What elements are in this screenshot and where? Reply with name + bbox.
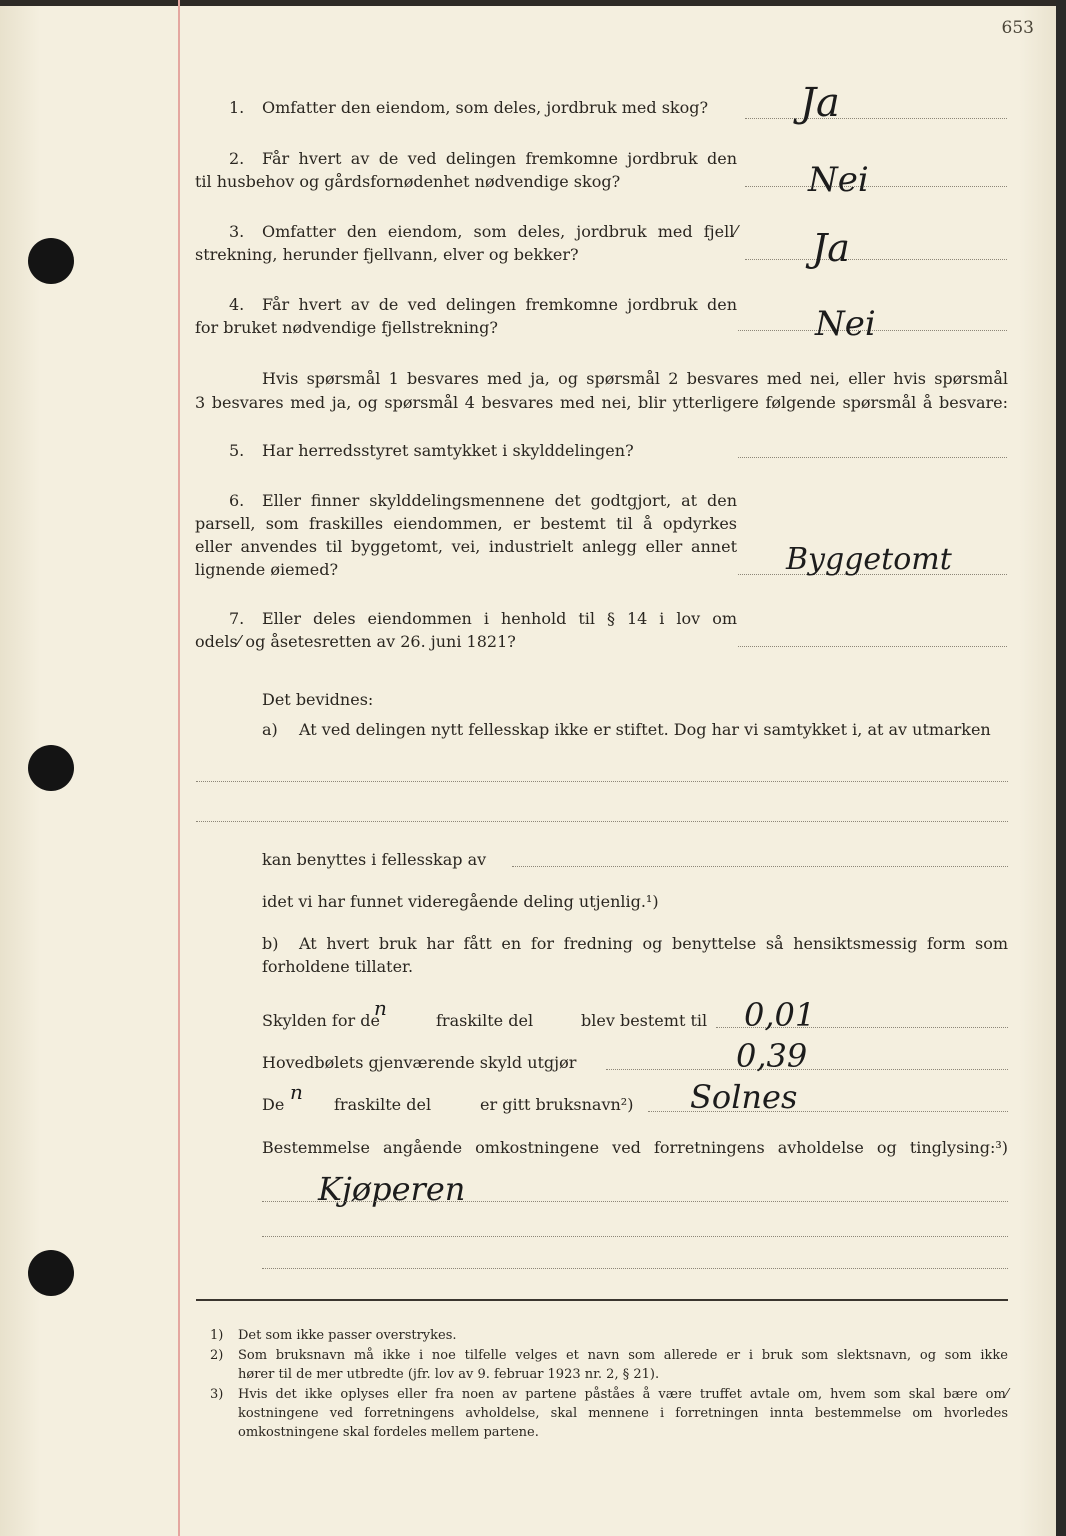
bevidnes-b-line2: forholdene tillater. (262, 957, 414, 976)
skyld-label-fill: n (374, 996, 387, 1020)
answer-line (738, 457, 1007, 458)
question-3-num: 3. (229, 222, 245, 241)
question-2-line1: Får hvert av de ved delingen fremkomne jordbruk den (262, 149, 737, 168)
skyld-label-tail: blev bestemt til (581, 1011, 708, 1030)
punch-hole (28, 238, 74, 284)
question-7-line1: Eller deles eiendommen i henhold til § 14 i lov om (262, 609, 737, 628)
bruksnavn-label-tail: er gitt bruksnavn²) (480, 1095, 634, 1114)
punch-hole (28, 745, 74, 791)
punch-hole (28, 1250, 74, 1296)
bevidnes-heading: Det bevidnes: (262, 690, 374, 709)
fill-line (262, 1236, 1008, 1237)
footnote-2-line2: hører til de mer utbredte (jfr. lov av 9. februar 1923 nr. 2, § 21). (238, 1367, 660, 1382)
question-6-line2: parsell, som fraskilles eiendommen, er bestemt til å opdyrkes (195, 514, 737, 533)
margin-line (178, 0, 180, 1536)
question-4-line2: for bruket nødvendige fjellstrekning? (195, 318, 498, 337)
scan-right-edge (1056, 0, 1066, 1536)
skyld-label-pre: Skylden for de (262, 1011, 380, 1030)
bruksnavn-value: Solnes (690, 1078, 798, 1116)
footnote-3-num: 3) (210, 1387, 224, 1402)
hovedbol-label: Hovedbølets gjenværende skyld utgjør (262, 1053, 577, 1072)
bevidnes-a-text: At ved delingen nytt fellesskap ikke er stiftet. Dog har vi samtykket i, at av utmarken (299, 720, 991, 739)
question-2-answer: Nei (808, 160, 869, 200)
page-number: 653 (1001, 18, 1034, 38)
condition-line2: 3 besvares med ja, og spørsmål 4 besvares med nei, blir ytterligere følgende spørsmål å besvare: (195, 393, 1008, 412)
fill-line (262, 1268, 1008, 1269)
bruksnavn-label-fill: n (290, 1080, 303, 1104)
bruksnavn-label-post: fraskilte del (334, 1095, 432, 1114)
question-2-line2: til husbehov og gårdsfornødenhet nødvendige skog? (195, 172, 621, 191)
question-5-text: Har herredsstyret samtykket i skylddelingen? (262, 441, 634, 460)
answer-line (745, 186, 1007, 187)
question-6-num: 6. (229, 491, 245, 510)
footnote-rule (196, 1299, 1008, 1301)
question-7-num: 7. (229, 609, 245, 628)
bestemmelse-answer: Kjøperen (318, 1170, 466, 1208)
footnote-2-num: 2) (210, 1348, 224, 1363)
question-4-line1: Får hvert av de ved delingen fremkomne jordbruk den (262, 295, 737, 314)
condition-line1: Hvis spørsmål 1 besvares med ja, og spørsmål 2 besvares med nei, eller hvis spørsmål (262, 369, 1008, 388)
answer-line (745, 118, 1007, 119)
bevidnes-b-line1: At hvert bruk har fått en for fredning og benyttelse så hensiktsmessig form som (299, 934, 1008, 953)
scan-top-edge (0, 0, 1066, 6)
fill-line (262, 1201, 1008, 1202)
answer-line (745, 259, 1007, 260)
answer-line (738, 646, 1007, 647)
fill-line (196, 821, 1008, 822)
question-6-answer: Byggetomt (786, 542, 952, 577)
footnote-3-line1: Hvis det ikke oplyses eller fra noen av partene påståes å være truffet avtale om, hvem som skal bære om⁄ (238, 1387, 1008, 1402)
question-1-num: 1. (229, 98, 245, 117)
question-6-line3: eller anvendes til byggetomt, vei, industrielt anlegg eller annet (195, 537, 737, 556)
footnote-3-line2: kostningene ved forretningens avholdelse, skal mennene i forretningen innta bestemmelse om hvorledes (238, 1406, 1008, 1421)
question-2-num: 2. (229, 149, 245, 168)
bruksnavn-label-pre: De (262, 1095, 285, 1114)
question-3-line1: Omfatter den eiendom, som deles, jordbruk med fjell⁄ (262, 222, 737, 241)
bevidnes-a-label: a) (262, 720, 278, 739)
fill-line (196, 781, 1008, 782)
skyld-label-post: fraskilte del (436, 1011, 534, 1030)
question-6-line4: lignende øiemed? (195, 560, 339, 579)
question-5-num: 5. (229, 441, 245, 460)
question-6-line1: Eller finner skylddelingsmennene det godtgjort, at den (262, 491, 737, 510)
question-4-num: 4. (229, 295, 245, 314)
footnote-1-line1: Det som ikke passer overstrykes. (238, 1328, 457, 1343)
footnote-2-line1: Som bruksnavn må ikke i noe tilfelle velges et navn som allerede er i bruk som slektsnavn, og som ikke (238, 1348, 1008, 1363)
footnote-1-num: 1) (210, 1328, 224, 1343)
question-1-text: Omfatter den eiendom, som deles, jordbruk med skog? (262, 98, 709, 117)
question-7-line2: odels⁄ og åsetesretten av 26. juni 1821? (195, 632, 516, 651)
question-1-answer: Ja (800, 80, 840, 126)
footnote-3-line3: omkostningene skal fordeles mellem partene. (238, 1425, 539, 1440)
question-3-answer: Ja (812, 226, 850, 270)
question-4-answer: Nei (815, 304, 876, 344)
bestemmelse-text: Bestemmelse angående omkostningene ved forretningens avholdelse og tinglysing:³) (262, 1138, 1008, 1157)
skyld-value: 0,01 (744, 996, 816, 1034)
question-3-line2: strekning, herunder fjellvann, elver og bekker? (195, 245, 579, 264)
hovedbol-value: 0,39 (736, 1037, 808, 1075)
bevidnes-b-label: b) (262, 934, 279, 953)
fellesskap-text: kan benyttes i fellesskap av (262, 850, 487, 869)
utjenlig-text: idet vi har funnet videregående deling utjenlig.¹) (262, 892, 659, 911)
fill-line (512, 866, 1008, 867)
